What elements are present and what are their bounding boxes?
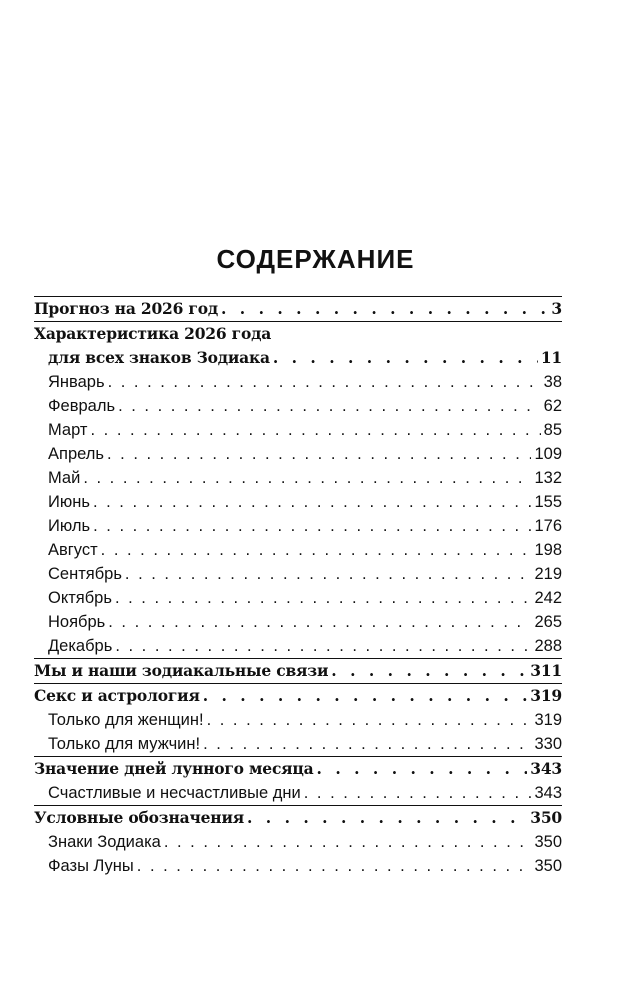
toc-label: Мы и наши зодиакальные связи xyxy=(34,661,329,680)
toc-page-number: 242 xyxy=(534,589,562,607)
dot-leader xyxy=(331,659,527,683)
toc-page-number: 11 xyxy=(540,348,562,367)
dot-leader xyxy=(108,610,531,634)
toc-label: Счастливые и несчастливые дни xyxy=(48,784,301,802)
toc-label: Февраль xyxy=(48,397,116,415)
toc-page-number: 319 xyxy=(530,686,562,705)
toc-page-number: 109 xyxy=(534,445,562,463)
dot-leader xyxy=(203,732,531,756)
toc-label: Апрель xyxy=(48,445,104,463)
dot-leader xyxy=(108,370,541,394)
toc-page-number: 85 xyxy=(543,421,562,439)
toc-label: Декабрь xyxy=(48,637,113,655)
table-of-contents xyxy=(34,296,562,878)
dot-leader xyxy=(107,442,531,466)
toc-entry-september xyxy=(34,562,562,586)
dot-leader xyxy=(304,781,532,805)
toc-entry-february xyxy=(34,394,562,418)
toc-label: Характеристика 2026 года xyxy=(34,324,272,343)
toc-entry-june xyxy=(34,490,562,514)
toc-page-number: 3 xyxy=(551,299,562,318)
page-title: СОДЕРЖАНИЕ xyxy=(216,244,415,274)
toc-page-number: 265 xyxy=(534,613,562,631)
toc-entry-lunar-days xyxy=(34,756,562,781)
toc-page-number: 343 xyxy=(534,784,562,802)
dot-leader xyxy=(115,634,531,658)
toc-entry-men-only xyxy=(34,732,562,756)
toc-label: Условные обозначения xyxy=(34,808,244,827)
toc-entry-forecast xyxy=(34,296,562,321)
toc-label: Знаки Зодиака xyxy=(48,833,161,851)
toc-label: Значение дней лунного месяца xyxy=(34,759,314,778)
toc-page-number: 38 xyxy=(543,373,562,391)
toc-entry-women-only xyxy=(34,708,562,732)
dot-leader xyxy=(125,562,532,586)
dot-leader xyxy=(317,757,528,781)
dot-leader xyxy=(221,297,548,321)
toc-label: Прогноз на 2026 год xyxy=(34,299,218,318)
toc-label: Июль xyxy=(48,517,91,535)
dot-leader xyxy=(83,466,531,490)
toc-label: Фазы Луны xyxy=(48,857,134,875)
toc-label: Октябрь xyxy=(48,589,112,607)
dot-leader xyxy=(101,538,532,562)
toc-label: Ноябрь xyxy=(48,613,106,631)
dot-leader xyxy=(93,490,532,514)
toc-page-number: 319 xyxy=(534,711,562,729)
toc-label: Март xyxy=(48,421,88,439)
toc-entry-lucky-days xyxy=(34,781,562,805)
toc-page-number: 350 xyxy=(534,857,562,875)
toc-page-number: 343 xyxy=(530,759,562,778)
toc-page-number: 176 xyxy=(534,517,562,535)
toc-entry-sex-astrology xyxy=(34,683,562,708)
toc-page-number: 62 xyxy=(543,397,562,415)
toc-page-number: 219 xyxy=(534,565,562,583)
dot-leader xyxy=(118,394,541,418)
dot-leader xyxy=(164,830,532,854)
toc-page-number: 350 xyxy=(530,808,562,827)
toc-entry-august xyxy=(34,538,562,562)
toc-entry-zodiac-signs xyxy=(34,830,562,854)
dot-leader xyxy=(93,514,531,538)
dot-leader xyxy=(115,586,532,610)
toc-entry-april xyxy=(34,442,562,466)
toc-label: Сентябрь xyxy=(48,565,122,583)
toc-page-number: 155 xyxy=(534,493,562,511)
toc-page-number: 198 xyxy=(534,541,562,559)
toc-page-number: 132 xyxy=(534,469,562,487)
toc-page-number: 330 xyxy=(534,735,562,753)
toc-entry-october xyxy=(34,586,562,610)
toc-entry-january xyxy=(34,370,562,394)
toc-entry-characteristics-line1 xyxy=(34,321,562,346)
toc-page-number: 288 xyxy=(534,637,562,655)
toc-label: Секс и астрология xyxy=(34,686,200,705)
toc-entry-zodiac-relations xyxy=(34,658,562,683)
toc-page-number: 311 xyxy=(530,661,562,680)
toc-label: Только для мужчин! xyxy=(48,735,201,753)
dot-leader xyxy=(203,684,528,708)
toc-entry-moon-phases xyxy=(34,854,562,878)
dot-leader xyxy=(137,854,532,878)
toc-label: Только для женщин! xyxy=(48,711,204,729)
toc-entry-july xyxy=(34,514,562,538)
toc-label: Июнь xyxy=(48,493,90,511)
toc-label: для всех знаков Зодиака xyxy=(48,348,270,367)
dot-leader xyxy=(207,708,532,732)
dot-leader xyxy=(273,346,538,370)
toc-entry-march xyxy=(34,418,562,442)
dot-leader xyxy=(90,418,540,442)
dot-leader xyxy=(247,806,527,830)
toc-label: Август xyxy=(48,541,98,559)
toc-entry-legend xyxy=(34,805,562,830)
toc-entry-december xyxy=(34,634,562,658)
toc-label: Май xyxy=(48,469,81,487)
toc-label: Январь xyxy=(48,373,105,391)
toc-entry-november xyxy=(34,610,562,634)
toc-entry-characteristics-line2 xyxy=(34,346,562,370)
toc-page-number: 350 xyxy=(534,833,562,851)
toc-entry-may xyxy=(34,466,562,490)
